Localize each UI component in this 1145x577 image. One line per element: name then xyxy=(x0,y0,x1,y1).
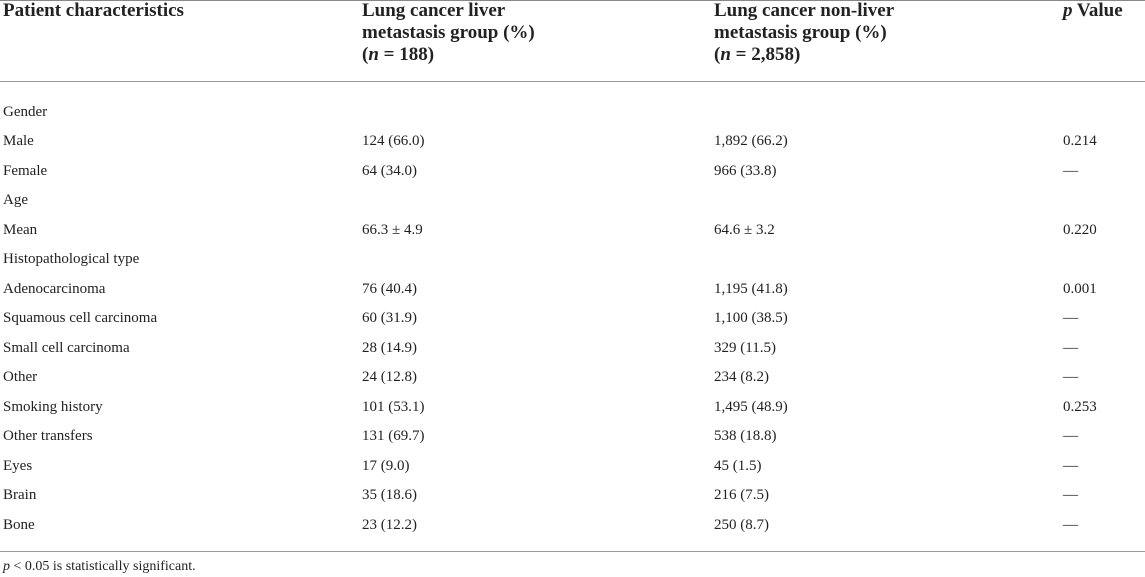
table-row xyxy=(0,157,1145,187)
row-liver-value: 23 (12.2) xyxy=(362,516,417,533)
table-row xyxy=(0,275,1145,305)
table-row xyxy=(0,334,1145,364)
row-p-value: 0.253 xyxy=(1063,398,1097,415)
table-row xyxy=(0,186,1145,216)
row-p-value: — xyxy=(1063,369,1078,385)
header-bottom-rule xyxy=(0,81,1145,82)
row-p-value: 0.001 xyxy=(1063,280,1097,297)
table-row xyxy=(0,127,1145,157)
row-nonliver-value: 234 (8.2) xyxy=(714,369,769,385)
row-label: Small cell carcinoma xyxy=(3,339,130,356)
row-label: Squamous cell carcinoma xyxy=(3,310,158,326)
header-col2-n-var: n xyxy=(368,44,379,65)
row-liver-value: 28 (14.9) xyxy=(362,339,417,356)
header-col2-line2: metastasis group (%) xyxy=(362,22,535,43)
row-label: Smoking history xyxy=(3,398,103,415)
row-label: Brain xyxy=(3,487,37,503)
table-row xyxy=(0,422,1145,452)
header-col2-n-value: = 188) xyxy=(378,44,435,65)
row-label: Male xyxy=(3,133,34,149)
row-nonliver-value: 966 (33.8) xyxy=(714,162,777,179)
header-liver-metastasis-group xyxy=(362,0,535,66)
row-p-value: — xyxy=(1063,516,1078,533)
row-p-value: — xyxy=(1063,487,1078,503)
row-p-value: 0.220 xyxy=(1063,221,1097,238)
table-row xyxy=(0,393,1145,423)
row-nonliver-value: 45 (1.5) xyxy=(714,457,762,474)
header-col1-text: Patient characteristics xyxy=(3,0,184,21)
header-col4-label: Value xyxy=(1072,0,1123,21)
header-col3-n-prefix: ( xyxy=(714,44,721,65)
header-p-value xyxy=(1063,0,1123,22)
row-p-value: — xyxy=(1063,339,1078,356)
row-label: Eyes xyxy=(3,457,33,474)
row-liver-value: 64 (34.0) xyxy=(362,162,417,179)
row-label: Other transfers xyxy=(3,428,93,444)
row-label: Age xyxy=(3,192,28,208)
row-label: Bone xyxy=(3,516,35,533)
row-liver-value: 24 (12.8) xyxy=(362,369,417,385)
row-liver-value: 17 (9.0) xyxy=(362,457,410,474)
header-col3-n xyxy=(714,44,894,66)
row-label: Gender xyxy=(3,103,48,120)
row-liver-value: 131 (69.7) xyxy=(362,428,425,444)
row-liver-value: 60 (31.9) xyxy=(362,310,417,326)
header-col2-n-prefix: ( xyxy=(362,44,369,65)
header-col3-n-var: n xyxy=(720,44,731,65)
row-p-value: 0.214 xyxy=(1063,133,1097,149)
footnote-var: p xyxy=(3,559,10,574)
row-nonliver-value: 250 (8.7) xyxy=(714,516,769,533)
row-liver-value: 66.3 ± 4.9 xyxy=(362,221,423,238)
table-footnote xyxy=(3,558,196,576)
row-nonliver-value: 64.6 ± 3.2 xyxy=(714,221,775,238)
row-liver-value: 101 (53.1) xyxy=(362,398,425,415)
row-nonliver-value: 216 (7.5) xyxy=(714,487,769,503)
footnote-text: < 0.05 is statistically significant. xyxy=(10,559,196,574)
row-p-value: — xyxy=(1063,457,1078,474)
header-col4 xyxy=(1063,0,1123,22)
row-p-value: — xyxy=(1063,310,1078,326)
row-nonliver-value: 538 (18.8) xyxy=(714,428,777,444)
row-nonliver-value: 1,100 (38.5) xyxy=(714,310,788,326)
row-nonliver-value: 329 (11.5) xyxy=(714,339,776,356)
row-label: Other xyxy=(3,369,38,385)
table-row xyxy=(0,452,1145,482)
header-patient-characteristics xyxy=(3,0,184,22)
header-col3-n-value: = 2,858) xyxy=(730,44,801,65)
row-liver-value: 124 (66.0) xyxy=(362,133,425,149)
row-label: Histopathological type xyxy=(3,251,140,267)
table-row xyxy=(0,363,1145,393)
header-col4-var: p xyxy=(1063,0,1073,21)
row-label: Mean xyxy=(3,221,38,238)
row-nonliver-value: 1,495 (48.9) xyxy=(714,398,788,415)
row-nonliver-value: 1,195 (41.8) xyxy=(714,280,788,297)
header-col3-line1: Lung cancer non-liver xyxy=(714,0,895,21)
table-bottom-rule xyxy=(0,551,1145,552)
row-liver-value: 76 (40.4) xyxy=(362,280,417,297)
header-col3-line2: metastasis group (%) xyxy=(714,22,887,43)
table-row xyxy=(0,245,1145,275)
header-nonliver-metastasis-group xyxy=(714,0,894,66)
table-row xyxy=(0,98,1145,128)
table-row xyxy=(0,304,1145,334)
row-p-value: — xyxy=(1063,428,1078,444)
row-p-value: — xyxy=(1063,162,1078,179)
table-row xyxy=(0,216,1145,246)
row-liver-value: 35 (18.6) xyxy=(362,487,417,503)
row-label: Female xyxy=(3,162,48,179)
header-col2-line1: Lung cancer liver xyxy=(362,0,506,21)
table-row xyxy=(0,511,1145,541)
header-col2-n xyxy=(362,44,535,66)
row-nonliver-value: 1,892 (66.2) xyxy=(714,133,788,149)
row-label: Adenocarcinoma xyxy=(3,280,106,297)
table-row xyxy=(0,481,1145,511)
